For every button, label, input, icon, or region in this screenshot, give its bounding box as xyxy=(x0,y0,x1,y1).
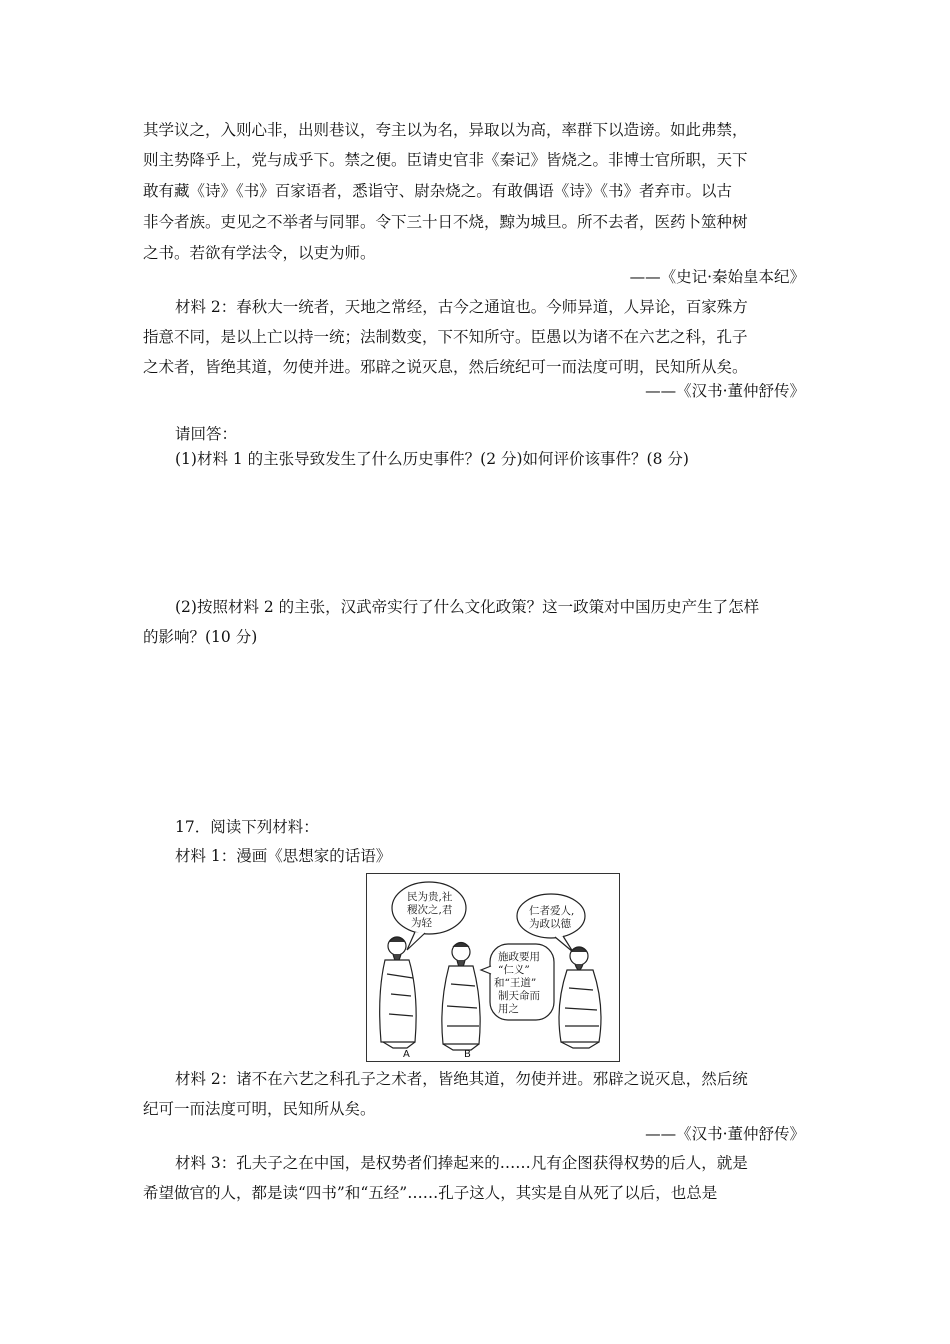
bubble-left-text: 为轻 xyxy=(411,917,432,929)
q17-heading: 17．阅读下列材料： xyxy=(175,818,319,836)
material1-line: 之书。若欲有学法令，以吏为师。 xyxy=(143,244,376,262)
material1-line: 其学议之，入则心非，出则巷议，夸主以为名，异取以为高，率群下以造谤。如此弗禁， xyxy=(143,121,748,139)
q17-material2-source: ——《汉书·董仲舒传》 xyxy=(645,1125,805,1143)
bubble-left-text: 民为贵,社 xyxy=(407,891,453,903)
q17-material2-line: 材料 2：诸不在六艺之科孔子之术者，皆绝其道，勿使并进。邪辟之说灭息，然后统 xyxy=(175,1070,748,1088)
comic-drawing xyxy=(367,874,619,1061)
material1-line: 非今者族。吏见之不举者与同罪。令下三十日不烧，黥为城旦。所不去者，医药卜筮种树 xyxy=(143,213,748,231)
material2-line: 指意不同，是以上亡以持一统；法制数变，下不知所守。臣愚以为诸不在六艺之科，孔子 xyxy=(143,328,748,346)
figure-label-b: B xyxy=(464,1049,471,1060)
material1-line: 敢有藏《诗》《书》百家语者，悉诣守、尉杂烧之。有敢偶语《诗》《书》者弃市。以古 xyxy=(143,182,733,200)
thinker-figure-b xyxy=(442,943,480,1051)
figure-label-a: A xyxy=(403,1049,410,1060)
q17-material2-line: 纪可一而法度可明，民知所从矣。 xyxy=(143,1100,376,1118)
material2-line: 之术者，皆绝其道，勿使并进。邪辟之说灭息，然后统纪可一而法度可明，民知所从矣。 xyxy=(143,358,748,376)
bubble-middle-text: 和“王道” xyxy=(494,977,537,989)
bubble-right-text: 仁者爱人, xyxy=(529,905,575,917)
thinker-figure-a xyxy=(380,937,416,1048)
bubble-middle-text: 施政要用 xyxy=(498,951,540,963)
comic-illustration xyxy=(366,873,620,1062)
bubble-right-text: 为政以德 xyxy=(529,918,571,930)
thinker-figure-c xyxy=(559,947,601,1048)
bubble-middle-text: 用之 xyxy=(498,1003,519,1015)
bubble-middle-text: “仁义” xyxy=(498,964,530,976)
question-2-line: (2)按照材料 2 的主张，汉武帝实行了什么文化政策？这一政策对中国历史产生了怎样 xyxy=(175,598,760,616)
q17-material3-line: 材料 3：孔夫子之在中国，是权势者们捧起来的……凡有企图获得权势的后人，就是 xyxy=(175,1154,748,1172)
speech-bubble-tail xyxy=(481,966,491,974)
q17-material1: 材料 1：漫画《思想家的话语》 xyxy=(175,847,392,865)
speech-bubble-tail xyxy=(407,932,425,950)
speech-bubble-tail xyxy=(555,936,573,952)
bubble-left-text: 稷次之,君 xyxy=(407,904,453,916)
material2-line: 材料 2：春秋大一统者，天地之常经，古今之通谊也。今师异道，人异论，百家殊方 xyxy=(175,298,748,316)
material1-line: 则主势降乎上，党与成乎下。禁之便。臣请史官非《秦记》皆烧之。非博士官所职，天下 xyxy=(143,151,748,169)
question-prompt: 请回答： xyxy=(175,425,238,443)
material1-source: ——《史记·秦始皇本纪》 xyxy=(629,268,805,286)
q17-material3-line: 希望做官的人，都是读“四书”和“五经”……孔子这人，其实是自从死了以后，也总是 xyxy=(143,1184,718,1202)
material2-source: ——《汉书·董仲舒传》 xyxy=(645,382,805,400)
bubble-middle-text: 制天命而 xyxy=(498,990,540,1002)
question-2-line: 的影响？(10 分) xyxy=(143,628,258,646)
question-1: (1)材料 1 的主张导致发生了什么历史事件？(2 分)如何评价该事件？(8 分) xyxy=(175,450,689,468)
